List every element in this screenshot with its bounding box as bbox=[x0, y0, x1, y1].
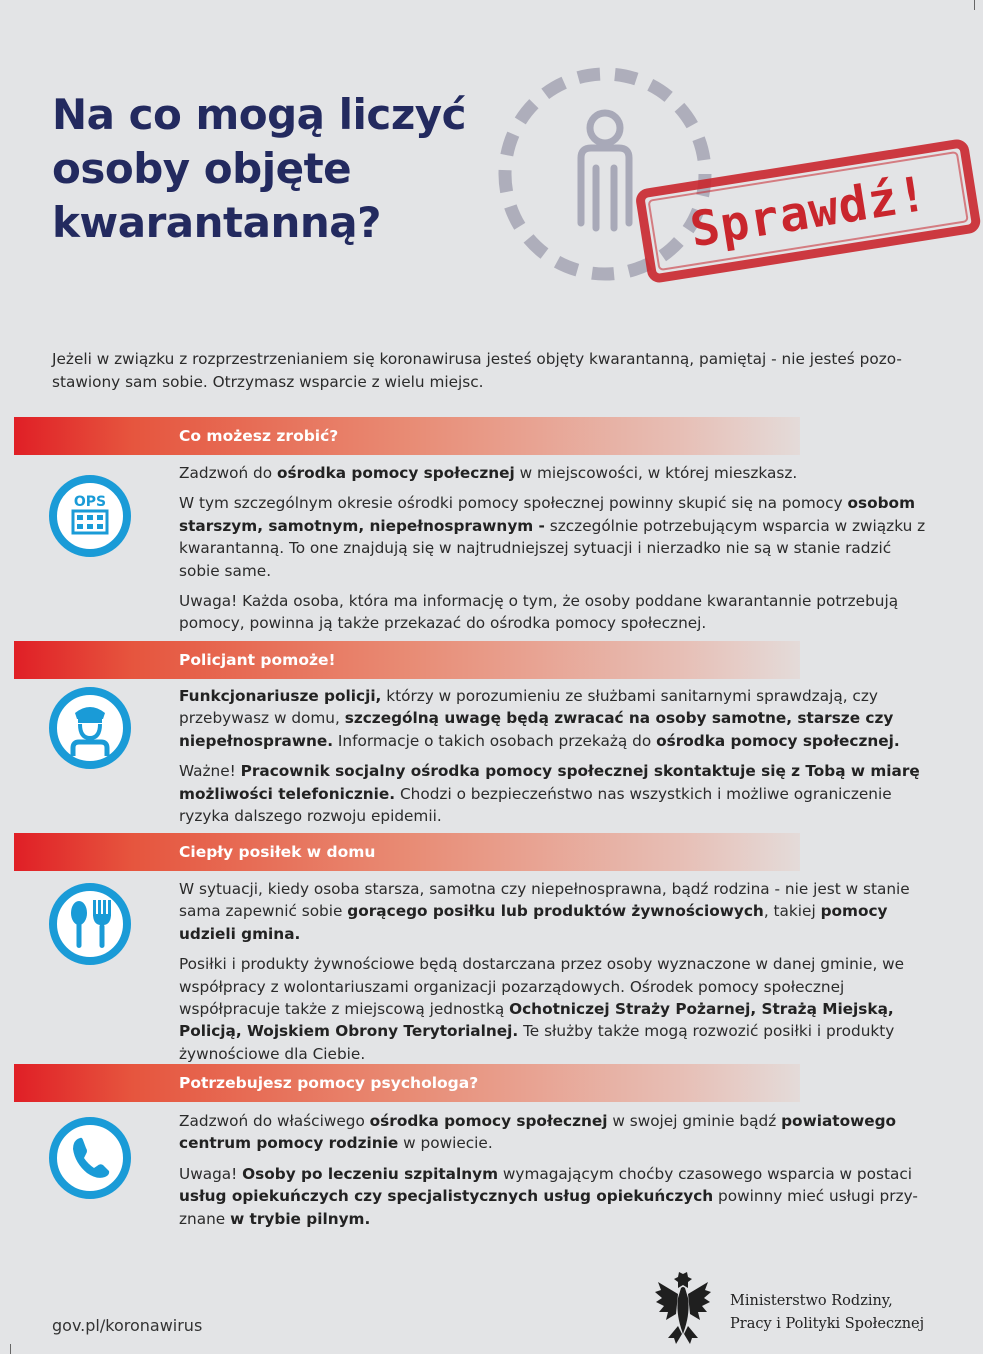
section-heading: Policjant pomoże! bbox=[179, 651, 336, 669]
bold-text: osobom starszym, samotnym, niepełnosprawnym - bbox=[179, 494, 916, 535]
section-heading: Potrzebujesz pomocy psychologa? bbox=[179, 1074, 479, 1092]
intro-text: Jeżeli w związku z rozprzestrzenianiem się koronawirusa jesteś objęty kwarantanną, pamiętaj - nie jesteś pozo- stawiony sam sobie. Otrzymasz wsparcie z wielu miejsc. bbox=[52, 350, 902, 391]
text-run: w swojej gminie bądź bbox=[607, 1112, 782, 1130]
crop-mark bbox=[974, 0, 975, 10]
text-run: w powiecie. bbox=[398, 1134, 493, 1153]
police-officer-icon bbox=[48, 686, 132, 770]
bold-text: Funkcjonariusze policji, bbox=[179, 687, 382, 705]
spoon-fork-icon bbox=[48, 882, 132, 966]
text-run: Uwaga! bbox=[179, 1164, 243, 1183]
text-run: Te służby także mogą rozwozić posiłki i produkty żywnościowe dla Ciebie. bbox=[179, 1022, 895, 1063]
phone-icon bbox=[48, 1116, 132, 1200]
section-text bbox=[179, 878, 929, 1073]
text-run: Ważne! bbox=[179, 762, 241, 781]
ministry-name bbox=[730, 1290, 950, 1336]
section-heading: Co możesz zrobić? bbox=[179, 427, 339, 445]
text-run: W tym szczególnym okresie ośrodki pomocy społecznej powinny skupić się na pomocy bbox=[179, 494, 848, 513]
bold-text: w trybie pilnym. bbox=[230, 1209, 371, 1228]
text-run: szczególnie potrzebującym wsparcia w związku z kwarantanną. To one znajdują się w najtrudniejszej sytuacji i nierzadko nie są w stanie radzić sobie same. bbox=[179, 516, 926, 580]
section-text bbox=[179, 685, 929, 835]
footer-url: gov.pl/koronawirus bbox=[52, 1316, 203, 1335]
person-stamp-graphic bbox=[470, 58, 982, 288]
crop-mark bbox=[10, 1344, 11, 1354]
section-band bbox=[14, 833, 800, 871]
bold-text: pomocy udzieli gmina. bbox=[179, 902, 888, 943]
bold-text: szczególną uwagę będą zwracać na osoby samotne, starsze czy niepełnosprawne. bbox=[179, 709, 894, 750]
ministry-line: Ministerstwo Rodziny, bbox=[730, 1293, 893, 1309]
section-text bbox=[179, 1110, 929, 1238]
title-line: osoby objęte bbox=[52, 144, 352, 193]
text-run: Zadzwoń do właściwego bbox=[179, 1112, 370, 1130]
text-run: którzy w porozumieniu ze służbami sanitarnymi sprawdzają, czy przebywasz w domu, bbox=[179, 687, 878, 728]
bold-text: Osoby po leczeniu szpitalnym bbox=[242, 1164, 499, 1183]
text-run: , takiej bbox=[763, 902, 821, 921]
section-heading: Ciepły posiłek w domu bbox=[179, 843, 376, 861]
bold-text: ośrodka pomocy społecznej bbox=[276, 464, 515, 482]
section-text bbox=[179, 462, 929, 643]
text-run: Zadzwoń do bbox=[179, 464, 277, 482]
dashed-circle bbox=[505, 74, 705, 274]
section-paragraph bbox=[179, 1163, 929, 1230]
bold-text: ośrodka pomocy społecznej. bbox=[656, 731, 900, 750]
stamp-label: Sprawdź! bbox=[686, 165, 932, 259]
text-run: Chodzi o bezpieczeństwo nas wszystkich i możliwe ograniczenie ryzyka dalszego rozwoju epidemii. bbox=[179, 784, 892, 826]
title-line: kwarantanną? bbox=[52, 198, 381, 247]
section-paragraph bbox=[179, 685, 929, 752]
stamp-frame bbox=[639, 143, 976, 279]
bold-text: ośrodka pomocy społecznej bbox=[369, 1112, 608, 1130]
section-band bbox=[14, 417, 800, 455]
bold-text: powiatowego centrum pomocy rodzinie bbox=[179, 1112, 897, 1153]
bold-text: Pracownik socjalny ośrodka pomocy społecznej skontaktuje się z Tobą w miarę możliwości telefonicznie. bbox=[179, 762, 920, 803]
eagle-emblem-icon bbox=[652, 1268, 714, 1346]
text-run: w miejscowości, w której mieszkasz. bbox=[514, 464, 798, 482]
section-paragraph bbox=[179, 492, 929, 582]
text-run: Informacje o takich osobach przekażą do bbox=[333, 731, 657, 750]
section-paragraph bbox=[179, 953, 929, 1065]
person-icon bbox=[581, 113, 629, 228]
bold-text: usług opiekuńczych czy specjalistycznych usług opiekuńczych bbox=[179, 1187, 714, 1206]
ops-building-icon bbox=[48, 474, 132, 558]
section-paragraph bbox=[179, 590, 929, 635]
text-run: powinny mieć usługi przy- znane bbox=[179, 1187, 918, 1228]
bold-text: Ochotniczej Straży Pożarnej, Strażą Miejską, Policją, Wojskiem Obrony Terytorialnej. bbox=[179, 1000, 894, 1041]
ops-label: OPS bbox=[73, 494, 107, 510]
section-paragraph bbox=[179, 462, 929, 484]
title-line: Na co mogą liczyć bbox=[52, 90, 467, 139]
section-band bbox=[14, 641, 800, 679]
text-run: Posiłki i produkty żywnościowe będą dostarczana przez osoby wyznaczone w danej gminie, we współpracy z wolontariuszami organizacji pozarządowych. Ośrodek pomocy społecznej współpracuje także z miejscową jednostką bbox=[179, 955, 905, 1019]
text-run: Uwaga! Każda osoba, która ma informację o tym, że osoby poddane kwarantannie potrzebują pomocy, powinna ją także przekazać do ośrodka pomocy społecznej. bbox=[179, 592, 899, 633]
section-paragraph bbox=[179, 878, 929, 945]
section-paragraph bbox=[179, 760, 929, 827]
section-paragraph bbox=[179, 1110, 929, 1155]
bold-text: gorącego posiłku lub produktów żywnościowych bbox=[347, 902, 764, 921]
text-run: W sytuacji, kiedy osoba starsza, samotna czy niepełnosprawna, bądź rodzina - nie jest w stanie sama zapewnić sobie bbox=[179, 880, 910, 921]
text-run: wymagającym choćby czasowego wsparcia w postaci bbox=[498, 1164, 913, 1183]
ministry-line: Pracy i Polityki Społecznej bbox=[730, 1316, 925, 1332]
